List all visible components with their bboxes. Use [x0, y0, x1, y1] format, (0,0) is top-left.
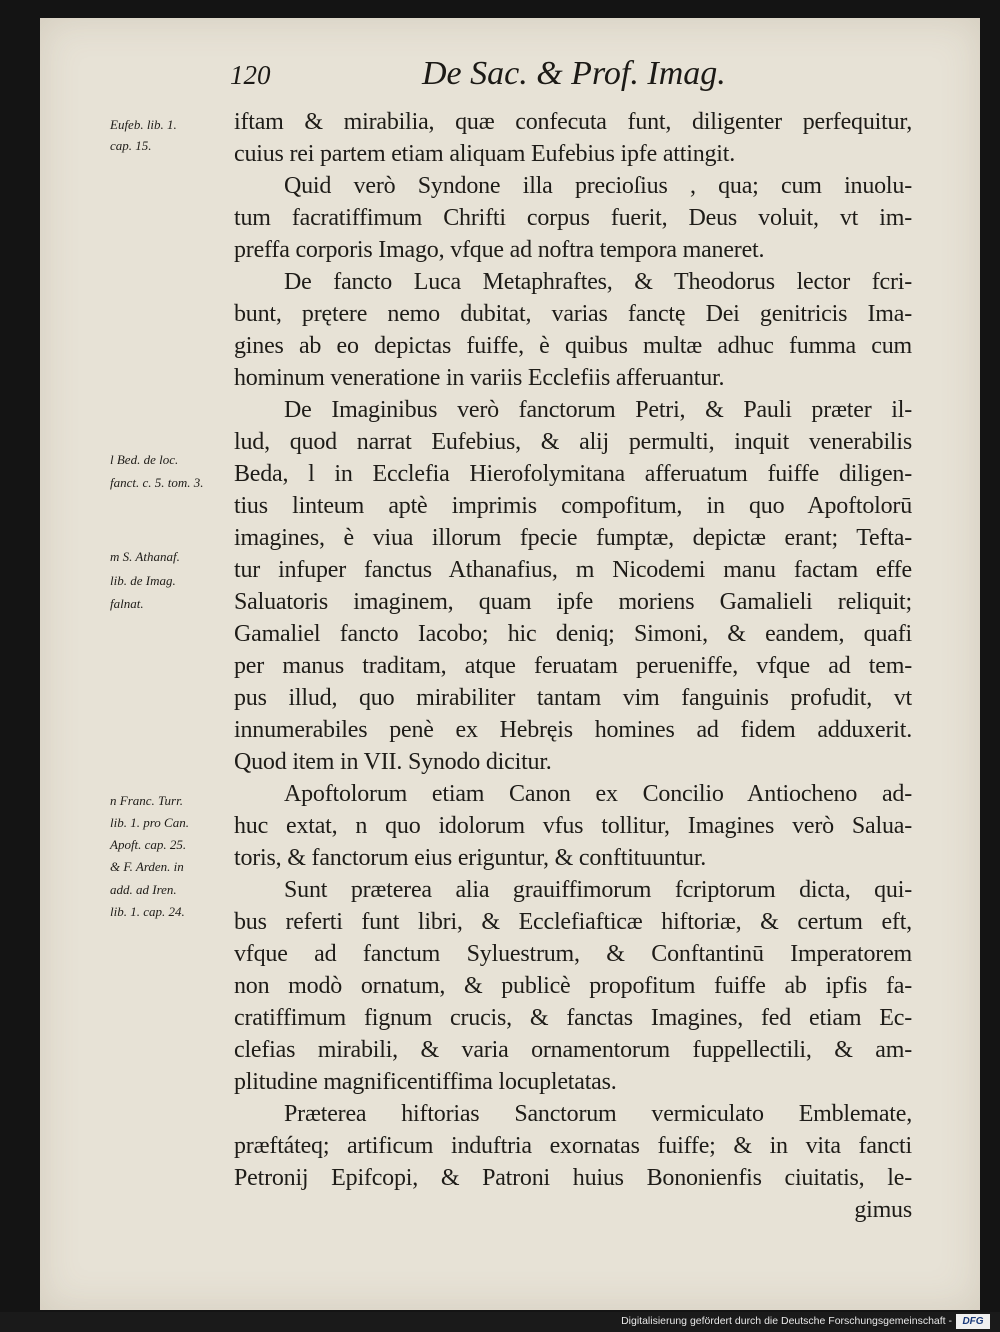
text-line: vfque ad fanctum Syluestrum, & Conftantinū Imperatorem: [234, 941, 912, 967]
text-line: De Imaginibus verò fanctorum Petri, & Pauli præter il-: [284, 397, 912, 423]
text-line: tur infuper fanctus Athanafius, m Nicodemi manu factam effe: [234, 557, 912, 583]
text-line: præftáteq; artificum induftria exornatas fuiffe; & in vita fancti: [234, 1133, 912, 1159]
text-line: plitudine magnificentiffima locupletatas.: [234, 1069, 617, 1095]
text-line: clefias mirabili, & varia ornamentorum fuppellectili, & am-: [234, 1037, 912, 1063]
text-line: gines ab eo depictas fuiffe, è quibus multæ adhuc fumma cum: [234, 333, 912, 359]
text-line: iftam & mirabilia, quæ confecuta funt, diligenter perfequitur,: [234, 109, 912, 135]
text-line: bunt, prętere nemo dubitat, varias fanctę Dei genitricis Ima-: [234, 301, 912, 327]
margin-note: falnat.: [110, 596, 144, 611]
dfg-logo: DFG: [956, 1314, 990, 1329]
text-line: Beda, l in Ecclefia Hierofolymitana afferuatum fuiffe diligen-: [234, 461, 912, 487]
margin-note: cap. 15.: [110, 138, 152, 153]
text-line: tius linteum aptè imprimis compofitum, in quo Apoftolorū: [234, 493, 912, 519]
text-line: Saluatoris imaginem, quam ipfe moriens Gamalieli reliquit;: [234, 589, 912, 615]
margin-note: lib. 1. pro Can.: [110, 815, 189, 830]
text-line: Gamaliel fancto Iacobo; hic deniq; Simoni, & eandem, quafi: [234, 621, 912, 647]
text-line: Petronij Epifcopi, & Patroni huius Bononienfis ciuitatis, le-: [234, 1165, 912, 1191]
text-line: Quid verò Syndone illa precioſius , qua; cum inuolu-: [284, 173, 912, 199]
text-line: non modò ornatum, & publicè propofitum fuiffe ab ipfis fa-: [234, 973, 912, 999]
text-line: hominum veneratione in variis Ecclefiis afferuantur.: [234, 365, 725, 391]
margin-note: m S. Athanaf.: [110, 549, 180, 564]
margin-note: l Bed. de loc.: [110, 452, 179, 467]
text-line: bus referti funt libri, & Ecclefiafticæ hiftoriæ, & certum eft,: [234, 909, 912, 935]
margin-note: Apoft. cap. 25.: [110, 837, 187, 852]
page-number: 120: [230, 60, 271, 90]
text-line: De fancto Luca Metaphraftes, & Theodorus lector fcri-: [284, 269, 912, 295]
text-line: lud, quod narrat Eufebius, & alij permulti, inquit venerabilis: [234, 429, 912, 455]
margin-note: add. ad Iren.: [110, 882, 177, 897]
catchword: gimus: [854, 1197, 912, 1223]
text-line: Sunt præterea alia grauiffimorum fcriptorum dicta, qui-: [284, 877, 912, 903]
margin-note: fanct. c. 5. tom. 3.: [110, 475, 204, 490]
margin-note: Eufeb. lib. 1.: [110, 117, 177, 132]
text-line: innumerabiles penè ex Hebręis homines ad fidem adduxerit.: [234, 717, 912, 743]
text-line: preffa corporis Imago, vfque ad noftra tempora maneret.: [234, 237, 765, 263]
text-line: toris, & fanctorum eius eriguntur, & conftituuntur.: [234, 845, 707, 871]
text-line: Apoftolorum etiam Canon ex Concilio Antiocheno ad-: [284, 781, 912, 807]
text-line: Prætereа hiftorias Sanctorum vermiculato Emblemate,: [284, 1101, 912, 1127]
margin-note: lib. 1. cap. 24.: [110, 904, 185, 919]
margin-note: lib. de Imag.: [110, 573, 176, 588]
running-title: De Sac. & Prof. Imag.: [422, 55, 726, 92]
margin-note: n Franc. Turr.: [110, 793, 183, 808]
text-line: huc extat, n quo idolorum vfus tollitur, Imagines verò Salua-: [234, 813, 912, 839]
text-line: cuius rei partem etiam aliquam Eufebius ipfe attingit.: [234, 141, 736, 167]
digitization-credit: Digitalisierung gefördert durch die Deutsche Forschungsgemeinschaft -: [621, 1315, 952, 1327]
text-line: Quod item in VII. Synodo dicitur.: [234, 749, 552, 775]
text-line: tum facratiffimum Chrifti corpus fuerit, Deus voluit, vt im-: [234, 205, 912, 231]
text-line: pus illud, quo mirabiliter tantam vim fanguinis profudit, vt: [234, 685, 912, 711]
text-line: per manus traditam, atque feruatam perueniffe, vfque ad tem-: [234, 653, 912, 679]
text-line: imagines, è viua illorum fpecie fumptæ, depictæ erant; Tefta-: [234, 525, 912, 551]
text-line: cratiffimum fignum crucis, & fanctas Imagines, fed etiam Ec-: [234, 1005, 912, 1031]
margin-note: & F. Arden. in: [110, 859, 184, 874]
